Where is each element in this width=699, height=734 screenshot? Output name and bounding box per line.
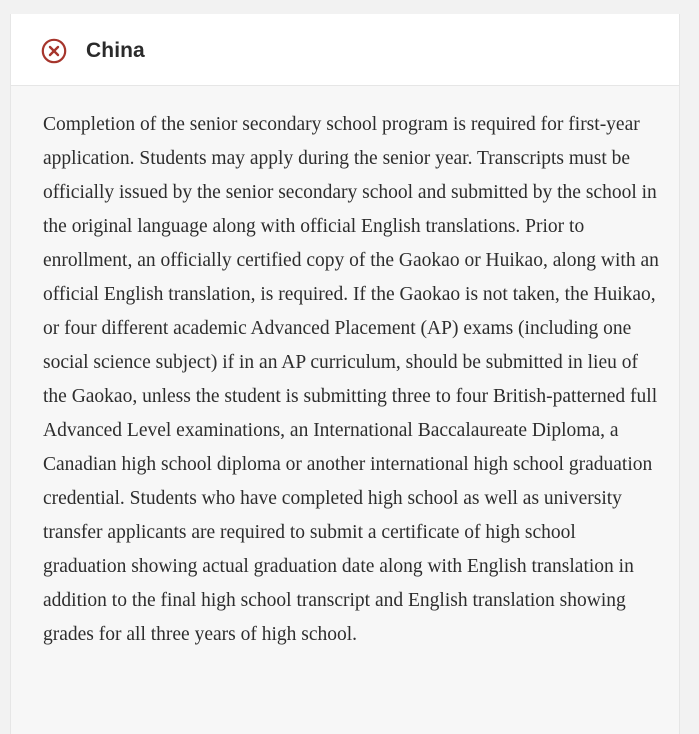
accordion-body-text: Completion of the senior secondary school program is required for first-year application. Students may apply during the senior year. Transcripts must be officially issued by the senior secondary school and submitted by the school in the original language along with official English translations. Prior to enrollment, an officially certified copy of the Gaokao or Huikao, along with an official English translation, is required. If the Gaokao is not taken, the Huikao, or four different academic Advanced Placement (AP) exams (including one social science subject) if in an AP curriculum, should be submitted in lieu of the Gaokao, unless the student is submitting three to four British-patterned full Advanced Level examinations, an International Baccalaureate Diploma, a Canadian high school diploma or another international high school graduation credential. Students who have completed high school as well as university transfer applicants are required to submit a certificate of high school graduation showing actual graduation date along with English translation in addition to the final high school transcript and English translation showing grades for all three years of high school. [43, 114, 659, 645]
close-circle-icon[interactable] [41, 38, 67, 64]
accordion-panel [10, 14, 680, 734]
accordion-title[interactable]: China [86, 39, 145, 62]
accordion-header[interactable] [11, 14, 679, 86]
